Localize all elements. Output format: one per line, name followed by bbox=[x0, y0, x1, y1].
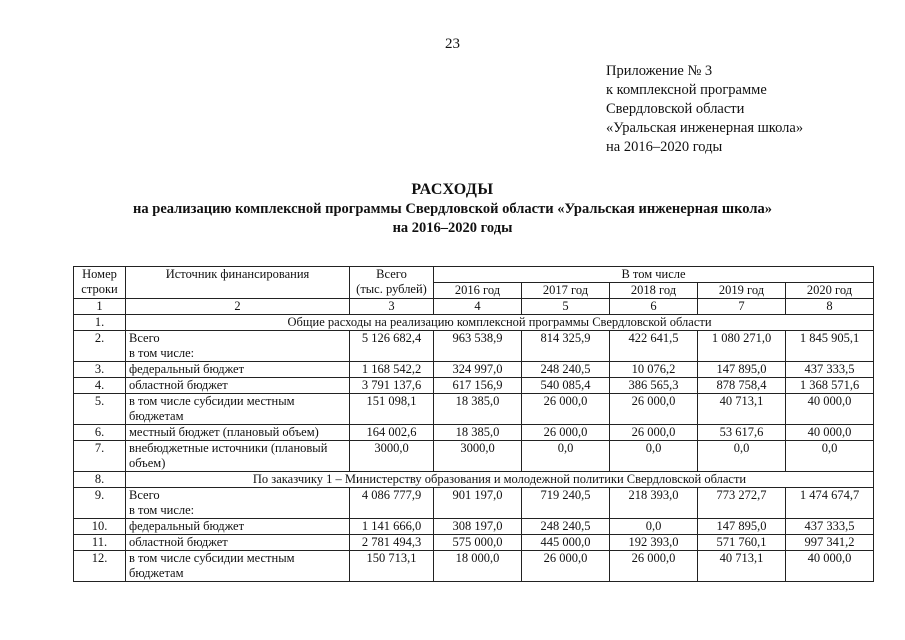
column-number: 5 bbox=[522, 299, 610, 315]
appendix-line: Приложение № 3 bbox=[606, 63, 713, 79]
year-value-cell: 40 713,1 bbox=[698, 394, 786, 425]
header-text: Всего bbox=[376, 267, 407, 281]
year-value-cell: 248 240,5 bbox=[522, 519, 610, 535]
section-row bbox=[74, 315, 874, 331]
header-text: Номер bbox=[82, 267, 117, 281]
header-year: 2019 год bbox=[698, 283, 786, 299]
year-value-cell: 3000,0 bbox=[434, 441, 522, 472]
appendix-line: Свердловской области bbox=[606, 101, 745, 117]
table-row bbox=[74, 331, 874, 362]
year-value-cell: 26 000,0 bbox=[610, 551, 698, 582]
year-value-cell: 147 895,0 bbox=[698, 362, 786, 378]
header-row bbox=[74, 267, 874, 283]
year-value-cell: 308 197,0 bbox=[434, 519, 522, 535]
year-value-cell: 0,0 bbox=[610, 441, 698, 472]
year-value-cell: 422 641,5 bbox=[610, 331, 698, 362]
table-row bbox=[74, 535, 874, 551]
column-number: 1 bbox=[74, 299, 126, 315]
year-value-cell: 540 085,4 bbox=[522, 378, 610, 394]
source-text: в том числе субсидии местным bbox=[129, 394, 295, 408]
column-number: 8 bbox=[786, 299, 874, 315]
source-cell bbox=[126, 551, 350, 582]
source-text: областной бюджет bbox=[129, 378, 228, 392]
year-value-cell: 901 197,0 bbox=[434, 488, 522, 519]
row-number: 7. bbox=[74, 441, 126, 472]
row-number: 2. bbox=[74, 331, 126, 362]
source-cell bbox=[126, 535, 350, 551]
row-number: 1. bbox=[74, 315, 126, 331]
year-value-cell: 1 845 905,1 bbox=[786, 331, 874, 362]
total-cell: 1 141 666,0 bbox=[350, 519, 434, 535]
year-value-cell: 437 333,5 bbox=[786, 519, 874, 535]
header-total bbox=[350, 267, 434, 299]
table-row bbox=[74, 519, 874, 535]
title-period: на 2016–2020 годы bbox=[392, 220, 513, 236]
title-subtitle: на реализацию комплексной программы Свердловской области «Уральская инженерная школа» bbox=[133, 201, 772, 217]
year-value-cell: 40 000,0 bbox=[786, 425, 874, 441]
year-value-cell: 386 565,3 bbox=[610, 378, 698, 394]
column-number: 2 bbox=[126, 299, 350, 315]
appendix-line: к комплексной программе bbox=[606, 82, 767, 98]
section-title: По заказчику 1 – Министерству образования и молодежной политики Свердловской области bbox=[126, 472, 874, 488]
source-text: федеральный бюджет bbox=[129, 519, 245, 533]
year-value-cell: 18 385,0 bbox=[434, 425, 522, 441]
year-value-cell: 26 000,0 bbox=[522, 425, 610, 441]
year-value-cell: 1 474 674,7 bbox=[786, 488, 874, 519]
source-text: в том числе субсидии местным bbox=[129, 551, 295, 565]
total-cell: 151 098,1 bbox=[350, 394, 434, 425]
row-number: 4. bbox=[74, 378, 126, 394]
year-value-cell: 575 000,0 bbox=[434, 535, 522, 551]
year-value-cell: 814 325,9 bbox=[522, 331, 610, 362]
row-number: 5. bbox=[74, 394, 126, 425]
header-row-number bbox=[74, 267, 126, 299]
table-row bbox=[74, 394, 874, 425]
total-cell: 1 168 542,2 bbox=[350, 362, 434, 378]
total-cell: 3000,0 bbox=[350, 441, 434, 472]
source-cell bbox=[126, 425, 350, 441]
column-number: 7 bbox=[698, 299, 786, 315]
table-row bbox=[74, 378, 874, 394]
total-cell: 5 126 682,4 bbox=[350, 331, 434, 362]
column-number: 3 bbox=[350, 299, 434, 315]
year-value-cell: 26 000,0 bbox=[522, 551, 610, 582]
year-value-cell: 192 393,0 bbox=[610, 535, 698, 551]
appendix-line: «Уральская инженерная школа» bbox=[606, 120, 804, 136]
header-source: Источник финансирования bbox=[126, 267, 350, 299]
year-value-cell: 445 000,0 bbox=[522, 535, 610, 551]
appendix-note bbox=[606, 62, 803, 157]
year-value-cell: 963 538,9 bbox=[434, 331, 522, 362]
column-numbers-row bbox=[74, 299, 874, 315]
appendix-line: на 2016–2020 годы bbox=[606, 139, 723, 155]
header-year: 2020 год bbox=[786, 283, 874, 299]
year-value-cell: 1 080 271,0 bbox=[698, 331, 786, 362]
year-value-cell: 53 617,6 bbox=[698, 425, 786, 441]
source-text: местный бюджет (плановый объем) bbox=[129, 425, 319, 439]
year-value-cell: 26 000,0 bbox=[610, 425, 698, 441]
source-cell bbox=[126, 331, 350, 362]
year-value-cell: 617 156,9 bbox=[434, 378, 522, 394]
source-text: внебюджетные источники (плановый bbox=[129, 441, 328, 455]
year-value-cell: 773 272,7 bbox=[698, 488, 786, 519]
source-cell bbox=[126, 441, 350, 472]
year-value-cell: 0,0 bbox=[698, 441, 786, 472]
header-year: 2016 год bbox=[434, 283, 522, 299]
total-cell: 3 791 137,6 bbox=[350, 378, 434, 394]
column-number: 4 bbox=[434, 299, 522, 315]
year-value-cell: 147 895,0 bbox=[698, 519, 786, 535]
source-text: Всего bbox=[129, 488, 160, 502]
source-text: в том числе: bbox=[129, 503, 195, 517]
year-value-cell: 40 000,0 bbox=[786, 394, 874, 425]
year-value-cell: 40 000,0 bbox=[786, 551, 874, 582]
row-number: 3. bbox=[74, 362, 126, 378]
row-number: 10. bbox=[74, 519, 126, 535]
expenses-table bbox=[73, 266, 874, 582]
source-cell bbox=[126, 488, 350, 519]
source-cell bbox=[126, 519, 350, 535]
year-value-cell: 0,0 bbox=[610, 519, 698, 535]
row-number: 12. bbox=[74, 551, 126, 582]
year-value-cell: 571 760,1 bbox=[698, 535, 786, 551]
title-main: РАСХОДЫ bbox=[411, 181, 494, 198]
header-year: 2018 год bbox=[610, 283, 698, 299]
document-title bbox=[0, 180, 905, 238]
source-text: в том числе: bbox=[129, 346, 195, 360]
source-text: Всего bbox=[129, 331, 160, 345]
source-text: бюджетам bbox=[129, 409, 184, 423]
section-title: Общие расходы на реализацию комплексной программы Свердловской области bbox=[126, 315, 874, 331]
column-number: 6 bbox=[610, 299, 698, 315]
source-text: федеральный бюджет bbox=[129, 362, 245, 376]
row-number: 6. bbox=[74, 425, 126, 441]
table-row bbox=[74, 551, 874, 582]
year-value-cell: 26 000,0 bbox=[522, 394, 610, 425]
total-cell: 150 713,1 bbox=[350, 551, 434, 582]
total-cell: 164 002,6 bbox=[350, 425, 434, 441]
year-value-cell: 18 385,0 bbox=[434, 394, 522, 425]
year-value-cell: 218 393,0 bbox=[610, 488, 698, 519]
table-row bbox=[74, 425, 874, 441]
section-row bbox=[74, 472, 874, 488]
header-incl: В том числе bbox=[434, 267, 874, 283]
page-number: 23 bbox=[445, 36, 460, 52]
year-value-cell: 437 333,5 bbox=[786, 362, 874, 378]
table-row bbox=[74, 362, 874, 378]
source-text: областной бюджет bbox=[129, 535, 228, 549]
year-value-cell: 26 000,0 bbox=[610, 394, 698, 425]
total-cell: 4 086 777,9 bbox=[350, 488, 434, 519]
total-cell: 2 781 494,3 bbox=[350, 535, 434, 551]
header-year: 2017 год bbox=[522, 283, 610, 299]
year-value-cell: 997 341,2 bbox=[786, 535, 874, 551]
year-value-cell: 248 240,5 bbox=[522, 362, 610, 378]
row-number: 11. bbox=[74, 535, 126, 551]
source-cell bbox=[126, 362, 350, 378]
year-value-cell: 18 000,0 bbox=[434, 551, 522, 582]
source-text: бюджетам bbox=[129, 566, 184, 580]
row-number: 9. bbox=[74, 488, 126, 519]
year-value-cell: 10 076,2 bbox=[610, 362, 698, 378]
source-cell bbox=[126, 394, 350, 425]
header-text: (тыс. рублей) bbox=[356, 282, 427, 296]
table-row bbox=[74, 488, 874, 519]
year-value-cell: 1 368 571,6 bbox=[786, 378, 874, 394]
year-value-cell: 0,0 bbox=[522, 441, 610, 472]
year-value-cell: 719 240,5 bbox=[522, 488, 610, 519]
source-cell bbox=[126, 378, 350, 394]
source-text: объем) bbox=[129, 456, 166, 470]
year-value-cell: 324 997,0 bbox=[434, 362, 522, 378]
row-number: 8. bbox=[74, 472, 126, 488]
table-row bbox=[74, 441, 874, 472]
year-value-cell: 0,0 bbox=[786, 441, 874, 472]
year-value-cell: 40 713,1 bbox=[698, 551, 786, 582]
year-value-cell: 878 758,4 bbox=[698, 378, 786, 394]
header-text: строки bbox=[81, 282, 118, 296]
